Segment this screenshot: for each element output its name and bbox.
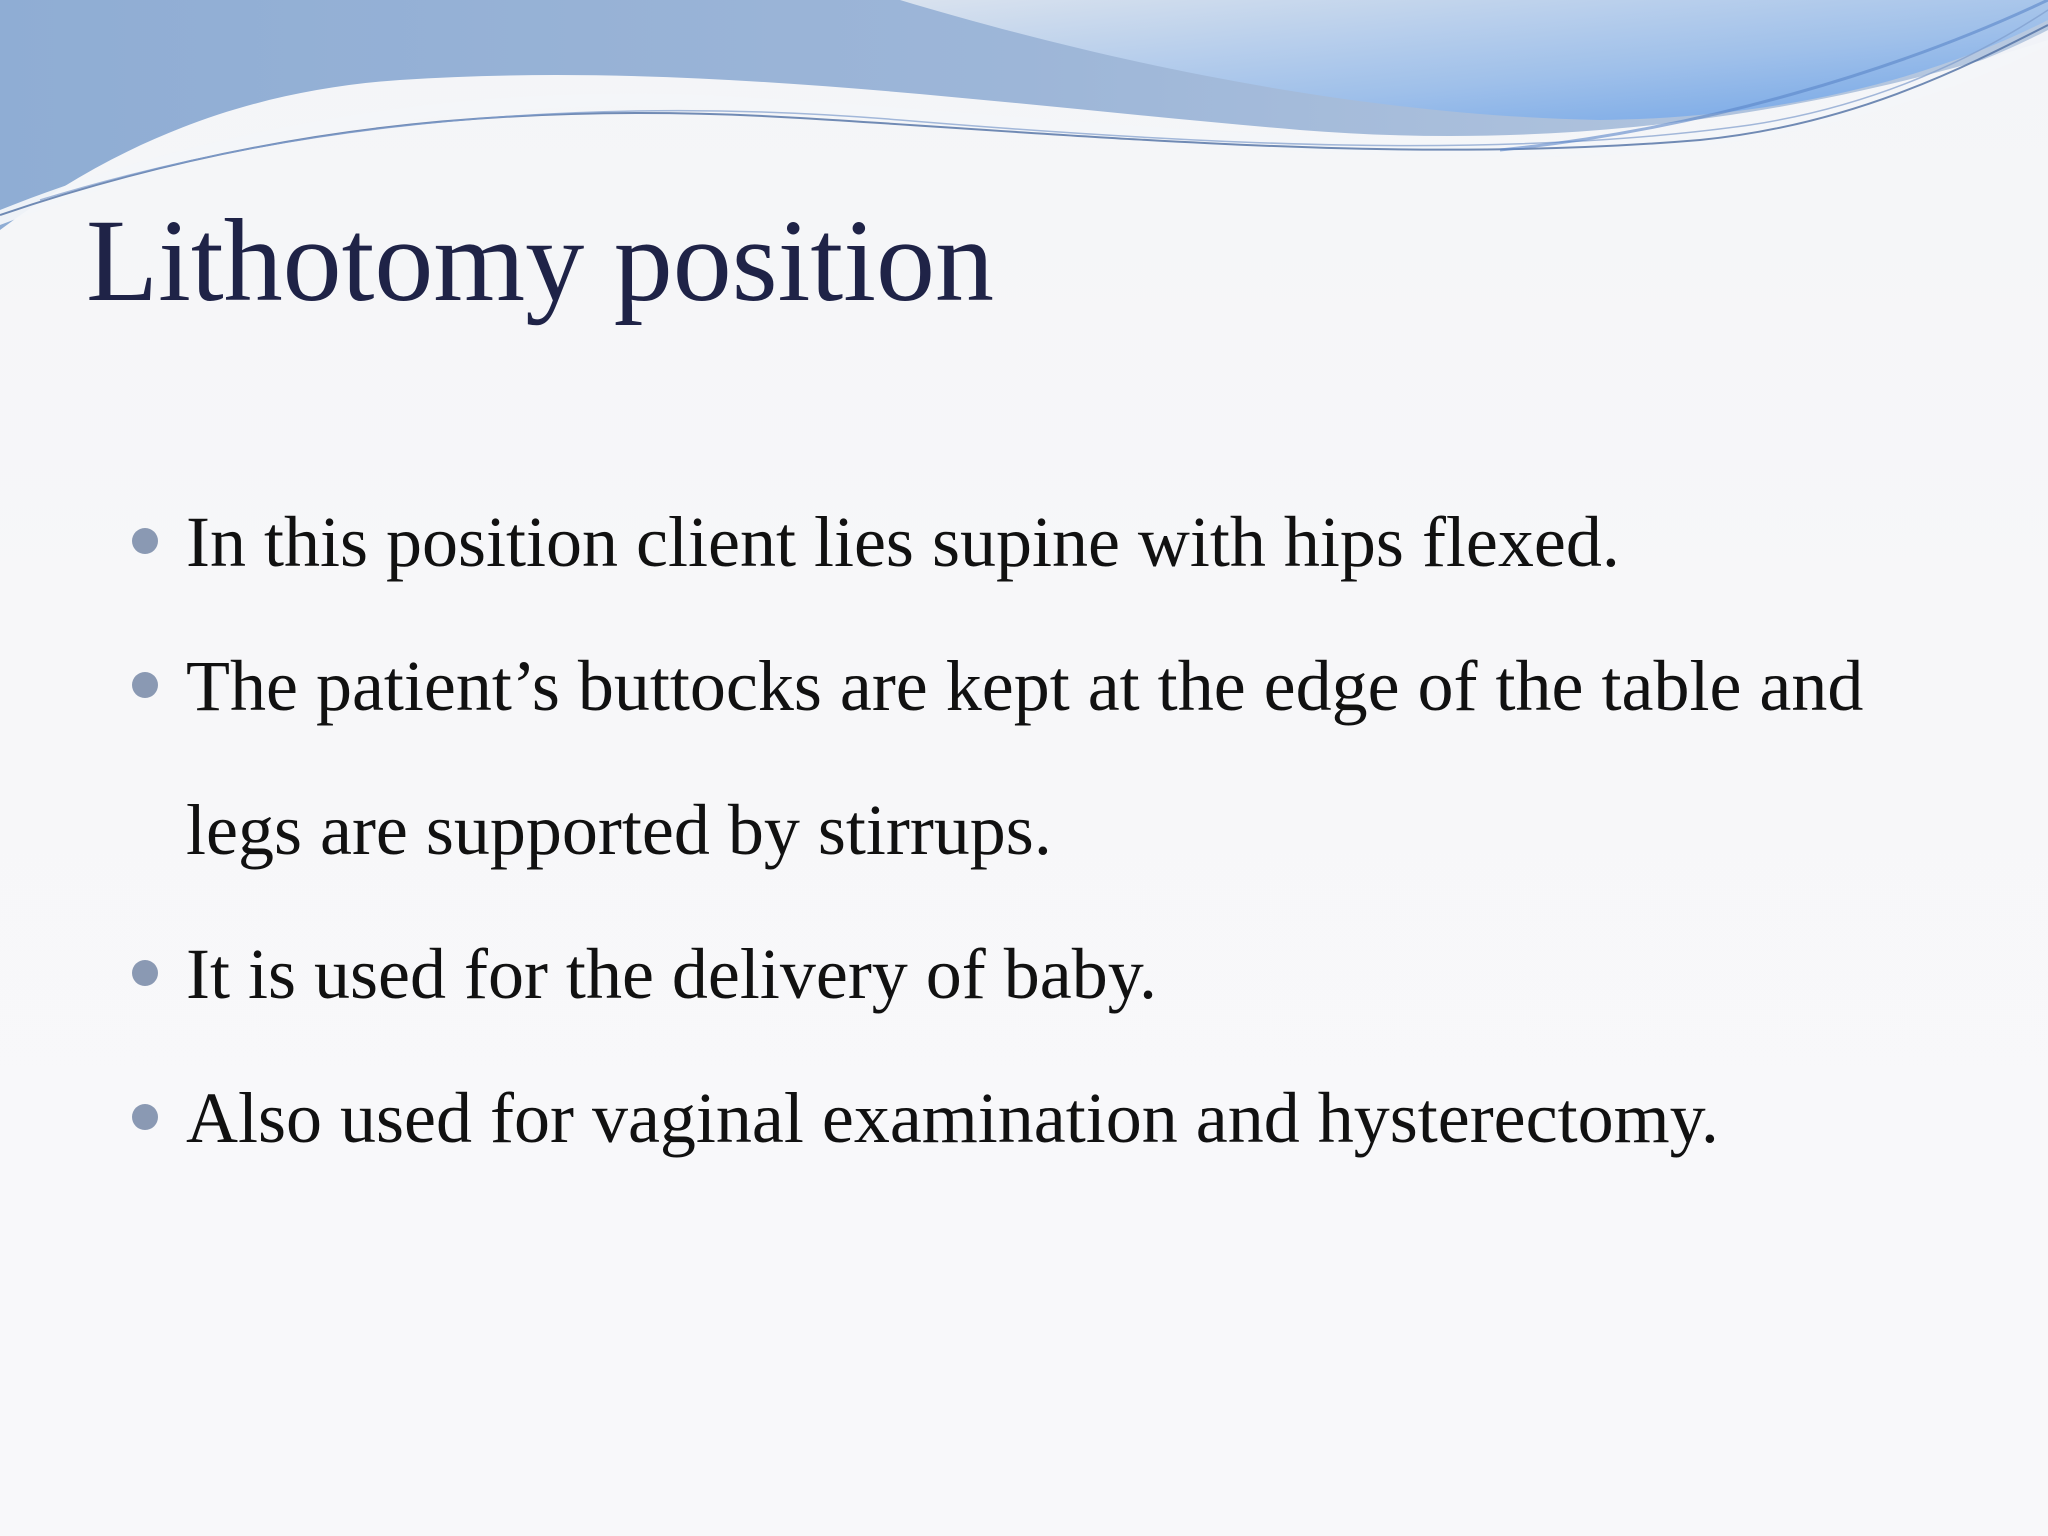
bullet-dot-icon — [132, 960, 158, 986]
bullet-item — [126, 614, 1986, 902]
bullet-text: In this position client lies supine with hips flexed. — [186, 502, 1620, 582]
slide-title: Lithotomy position — [86, 195, 994, 326]
bullet-text: Also used for vaginal examination and hysterectomy. — [186, 1078, 1719, 1158]
bullet-list — [126, 470, 1986, 1190]
bullet-dot-icon — [132, 672, 158, 698]
bullet-text: The patient’s buttocks are kept at the edge of the table and legs are supported by stirrups. — [186, 646, 1864, 870]
bullet-item — [126, 470, 1986, 614]
bullet-item — [126, 902, 1986, 1046]
bullet-text: It is used for the delivery of baby. — [186, 934, 1158, 1014]
bullet-dot-icon — [132, 528, 158, 554]
bullet-item — [126, 1046, 1986, 1190]
bullet-dot-icon — [132, 1104, 158, 1130]
